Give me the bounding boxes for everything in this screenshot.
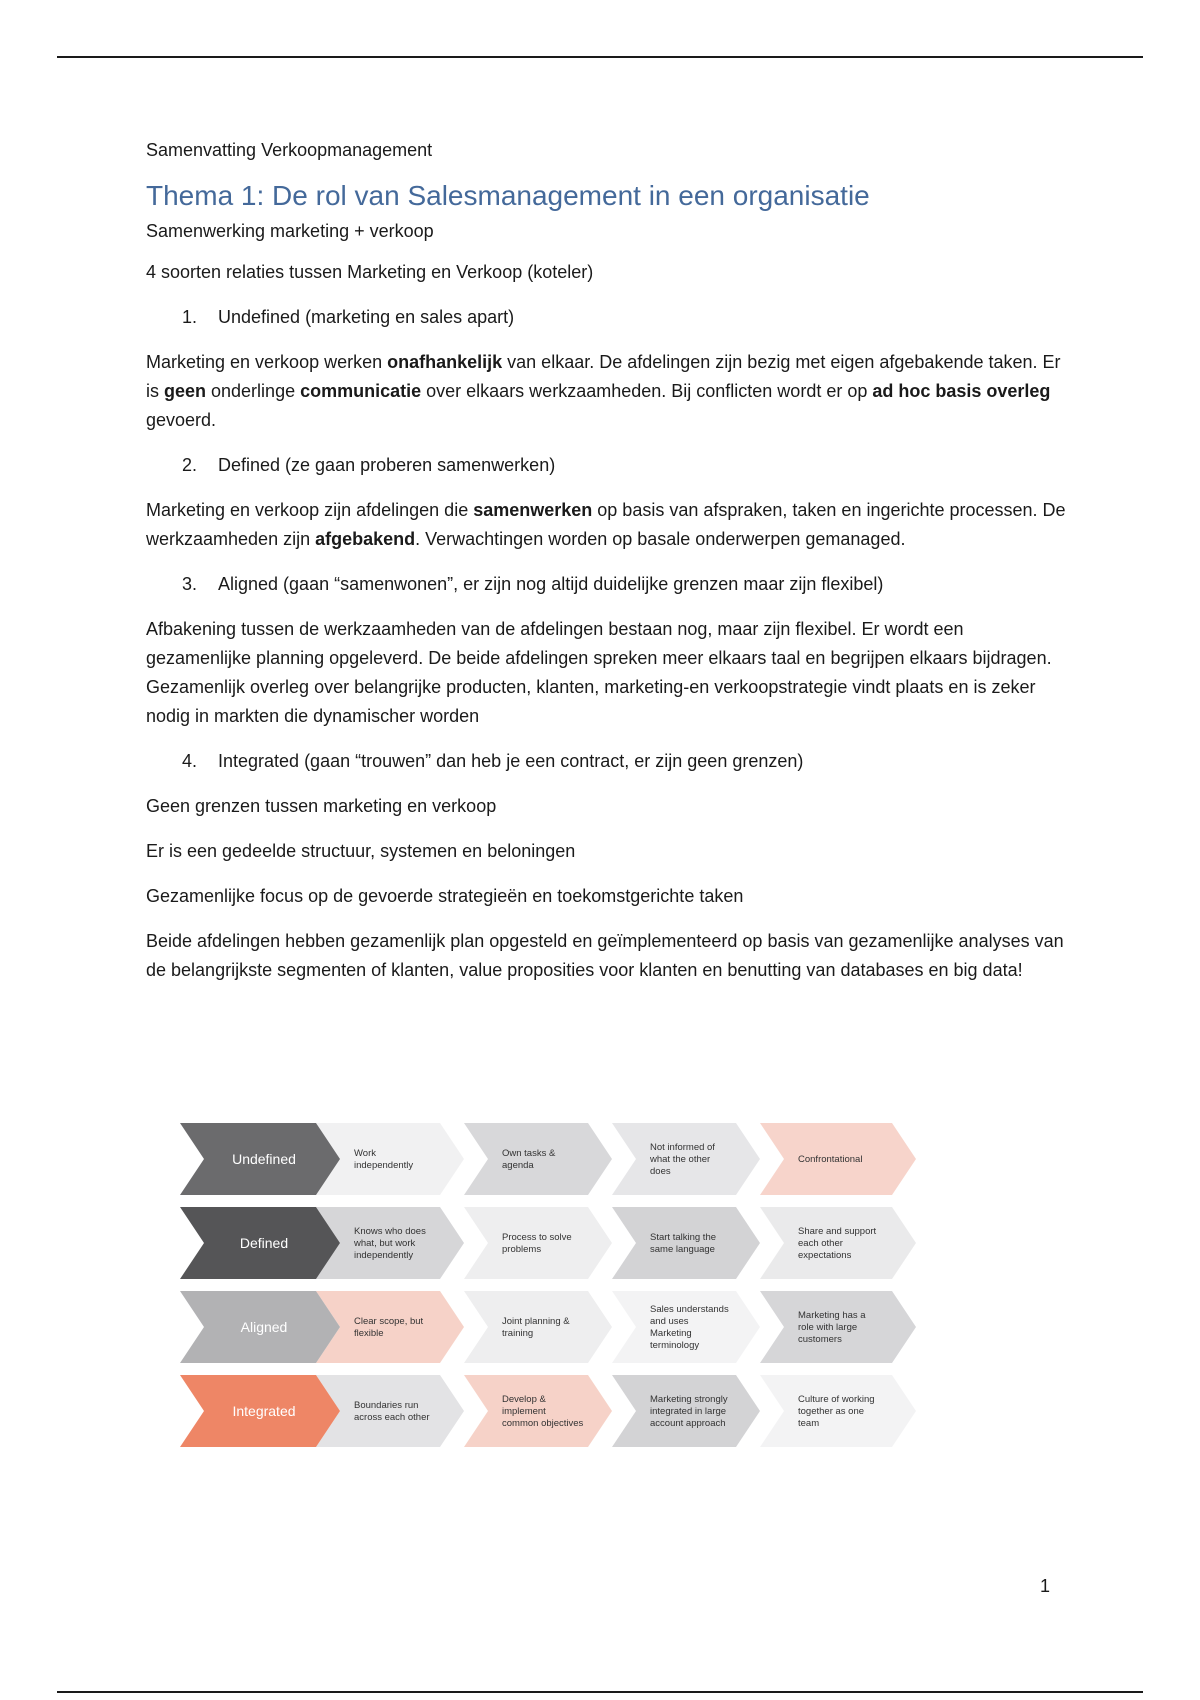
diagram-cell-text: Knows who does [354, 1226, 426, 1237]
relationship-chevron-diagram [176, 1121, 916, 1461]
list-title: Integrated (gaan “trouwen” dan heb je een contract, er zijn geen grenzen) [218, 751, 804, 771]
diagram-cell-text: Boundaries run [354, 1400, 419, 1411]
list-number: 4. [182, 751, 198, 771]
diagram-cell-text: expectations [798, 1250, 852, 1261]
list-item-integrated [146, 747, 1066, 776]
diagram-cell-text: what the other [650, 1154, 711, 1165]
page-number: 1 [1040, 1576, 1051, 1596]
paragraph-integrated-3: Gezamenlijke focus op de gevoerde strategieën en toekomstgerichte taken [146, 886, 744, 906]
diagram-row-aligned [180, 1291, 916, 1363]
diagram-cell [464, 1291, 612, 1363]
diagram-cell-text: problems [502, 1244, 542, 1255]
list-number: 2. [182, 455, 198, 475]
bold-text: samenwerken [473, 500, 593, 520]
bold-text: geen [164, 381, 207, 401]
diagram-cell-text: team [798, 1418, 820, 1429]
text-run: Marketing en verkoop zijn afdelingen die [146, 500, 474, 520]
text-run: . Verwachtingen worden op basale onderwerpen gemanaged. [415, 529, 906, 549]
diagram-cell-text: what, but work [354, 1238, 416, 1249]
diagram-cell-text: Clear scope, but [354, 1316, 424, 1327]
diagram-cell-text: Not informed of [650, 1142, 715, 1153]
text-run: Afbakening tussen de werkzaamheden van de afdelingen bestaan nog, maar zijn flexibel. Er wordt een gezamenlijke planning opgeleverd. De beide afdelingen spreken meer elkaars taal en begrijpen elkaars bijdragen. Gezamenlijk overleg over belangrijke producten, klanten, marketing-en verkoopstrategie vindt plaats en is zeker nodig in markten die dynamischer worden [146, 619, 1052, 726]
diagram-row-integrated [180, 1375, 916, 1447]
diagram-cell [612, 1291, 760, 1363]
list-title: Defined (ze gaan proberen samenwerken) [218, 455, 556, 475]
text-run: Marketing en verkoop werken [146, 352, 388, 372]
diagram-cell-text: each other [798, 1238, 843, 1249]
paragraph-integrated-2: Er is een gedeelde structuur, systemen en beloningen [146, 841, 576, 861]
paragraph-aligned [146, 615, 1066, 731]
diagram-row-label: Integrated [232, 1403, 296, 1419]
diagram-cell-text: same language [650, 1244, 715, 1255]
document-body [146, 140, 1066, 1001]
chevron-diagram-svg [176, 1121, 916, 1461]
paragraph-integrated-1: Geen grenzen tussen marketing en verkoop [146, 796, 497, 816]
diagram-row-label: Defined [239, 1235, 289, 1251]
diagram-cell-text: Marketing strongly [650, 1394, 728, 1405]
subheading: Samenwerking marketing + verkoop [146, 221, 434, 241]
diagram-cell-text: Joint planning & [502, 1316, 570, 1327]
diagram-cell-text: Sales understands [650, 1304, 729, 1315]
diagram-cell-text: independently [354, 1160, 414, 1171]
diagram-cell-text: Marketing has a [798, 1310, 866, 1321]
diagram-row-defined [180, 1207, 916, 1279]
diagram-cell-text: independently [354, 1250, 414, 1261]
list-item-undefined [146, 303, 1066, 332]
list-title: Aligned (gaan “samenwonen”, er zijn nog altijd duidelijke grenzen maar zijn flexibel) [218, 574, 884, 594]
diagram-cell [464, 1207, 612, 1279]
diagram-cell-text: Marketing [650, 1328, 692, 1339]
diagram-cell-text: across each other [354, 1412, 430, 1423]
diagram-cell-text: training [502, 1328, 534, 1339]
intro-text: 4 soorten relaties tussen Marketing en Verkoop (koteler) [146, 262, 594, 282]
list-number: 3. [182, 574, 198, 594]
diagram-cell-text: common objectives [502, 1418, 584, 1429]
diagram-cell-text: Confrontational [798, 1154, 863, 1165]
diagram-cell-text: Culture of working [798, 1394, 875, 1405]
diagram-cell-text: Develop & [502, 1394, 546, 1405]
paragraph-integrated-4: Beide afdelingen hebben gezamenlijk plan opgesteld en geïmplementeerd op basis van gezamenlijke analyses van de belangrijkste segmenten of klanten, value proposities voor klanten en benutting van databases en big data! [146, 931, 1064, 980]
diagram-cell-text: customers [798, 1334, 842, 1345]
paragraph-undefined [146, 348, 1066, 435]
diagram-row-label: Aligned [240, 1319, 288, 1335]
bold-text: communicatie [300, 381, 422, 401]
diagram-cell-text: Start talking the [650, 1232, 717, 1243]
bold-text: ad hoc basis overleg [872, 381, 1051, 401]
diagram-cell-text: role with large [798, 1322, 858, 1333]
diagram-cell-text: Share and support [798, 1226, 877, 1237]
diagram-row-label: Undefined [232, 1151, 296, 1167]
document-title: Samenvatting Verkoopmanagement [146, 140, 433, 160]
text-run: onderlinge [206, 381, 301, 401]
list-item-defined [146, 451, 1066, 480]
diagram-cell-text: and uses [650, 1316, 689, 1327]
diagram-cell-text: account approach [650, 1418, 726, 1429]
diagram-cell-text: terminology [650, 1340, 700, 1351]
diagram-cell-text: flexible [354, 1328, 384, 1339]
diagram-cell-text: Work [354, 1148, 376, 1159]
diagram-cell [612, 1207, 760, 1279]
paragraph-defined [146, 496, 1066, 554]
header-rule [57, 56, 1143, 58]
diagram-row-undefined [180, 1123, 916, 1195]
diagram-cell-text: agenda [502, 1160, 534, 1171]
bold-text: onafhankelijk [387, 352, 503, 372]
list-title: Undefined (marketing en sales apart) [218, 307, 515, 327]
diagram-cell-text: Own tasks & [502, 1148, 556, 1159]
diagram-cell-text: integrated in large [650, 1406, 727, 1417]
theme-heading: Thema 1: De rol van Salesmanagement in een organisatie [146, 180, 870, 211]
list-number: 1. [182, 307, 198, 327]
text-run: gevoerd. [146, 410, 217, 430]
text-run: van elkaar. De afdelingen zijn bezig met eigen afgebakende taken. Er is [146, 352, 1061, 401]
list-item-aligned [146, 570, 1066, 599]
bold-text: afgebakend [315, 529, 416, 549]
diagram-cell-text: implement [502, 1406, 546, 1417]
footer-rule [57, 1691, 1143, 1693]
diagram-cell-text: Process to solve [502, 1232, 572, 1243]
diagram-cell [464, 1123, 612, 1195]
text-run: over elkaars werkzaamheden. Bij conflicten wordt er op [421, 381, 873, 401]
diagram-cell-text: together as one [798, 1406, 865, 1417]
diagram-cell-text: does [650, 1166, 671, 1177]
text-run: op basis van afspraken, taken en ingerichte processen. De werkzaamheden zijn [146, 500, 1066, 549]
